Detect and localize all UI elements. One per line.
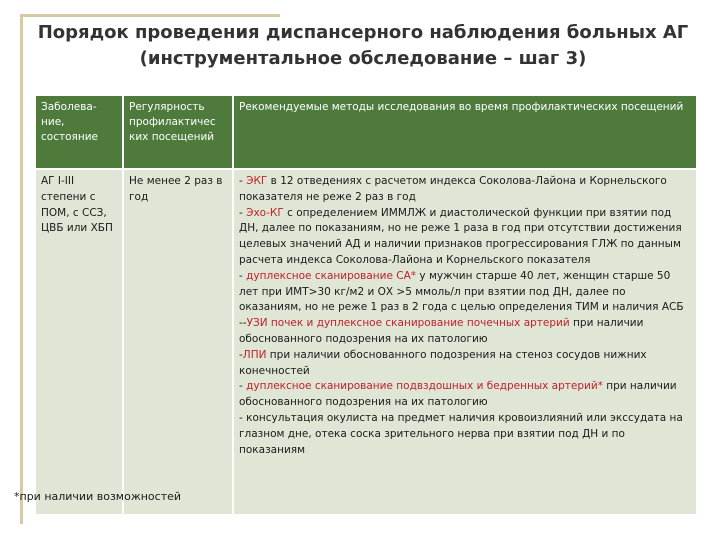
header-methods: Рекомендуемые методы исследования во время профилактических посещений	[234, 96, 696, 168]
slide-title	[28, 20, 698, 72]
observation-table	[36, 96, 696, 514]
header-condition: Заболева-ние, состояние	[36, 96, 122, 168]
method-item: - дуплексное сканирование подвздошных и бедренных артерий* при наличии обоснованного подозрения на их патологию	[239, 380, 677, 409]
method-item: - ЭКГ в 12 отведениях с расчетом индекса Соколова-Лайона и Корнельского показателя не реже 2 раз в год	[239, 175, 667, 203]
method-highlight: УЗИ почек и дуплексное сканирование почечных артерий	[246, 317, 570, 330]
method-highlight: дуплексное сканирование подвздошных и бедренных артерий*	[246, 380, 603, 393]
method-highlight: дуплексное сканирование СА*	[246, 269, 417, 282]
cell-regularity: Не менее 2 раз в год	[124, 170, 232, 514]
cell-methods	[234, 170, 696, 514]
method-item: - консультация окулиста на предмет наличия кровоизлияний или экссудата на глазном дне, отека соска зрительного нерва при взятии под ДН и по показаниям	[239, 411, 683, 456]
frame-top-border	[20, 14, 280, 17]
title-line-2: (инструментальное обследование – шаг 3)	[139, 48, 587, 69]
method-highlight: ЛПИ	[242, 348, 267, 361]
frame-left-border	[20, 14, 23, 524]
method-highlight: Эхо-КГ	[246, 206, 284, 219]
method-item: -ЛПИ при наличии обоснованного подозрения на стеноз сосудов нижних конечностей	[239, 348, 647, 377]
footnote: *при наличии возможностей	[14, 490, 182, 503]
title-line-1: Порядок проведения диспансерного наблюдения больных АГ	[37, 22, 689, 43]
cell-condition: АГ I-III степени с ПОМ, с ССЗ, ЦВБ или ХБП	[36, 170, 122, 514]
method-item: - дуплексное сканирование СА* у мужчин старше 40 лет, женщин старше 50 лет при ИМТ>30 кг/м2 и ОХ >5 ммоль/л при взятии под ДН, далее по оказаниям, но не реже 1 раз в 2 года с целью определения ТИМ и наличия АСБ	[239, 269, 684, 314]
method-item: --УЗИ почек и дуплексное сканирование почечных артерий при наличии обоснованного подозрения на их патологию	[239, 317, 644, 345]
method-highlight: ЭКГ	[246, 175, 268, 187]
header-regularity: Регулярность профилактичес ких посещений	[124, 96, 232, 168]
method-item: - Эхо-КГ с определением ИММЛЖ и диастолической функции при взятии под ДН, далее по показаниям, но не реже 1 раза в год при отсутствии достижения целевых значений АД и наличии признаков прогрессирования ГЛЖ по данным расчета индекса Соколова-Лайона и Корнельского показателя	[239, 206, 682, 266]
